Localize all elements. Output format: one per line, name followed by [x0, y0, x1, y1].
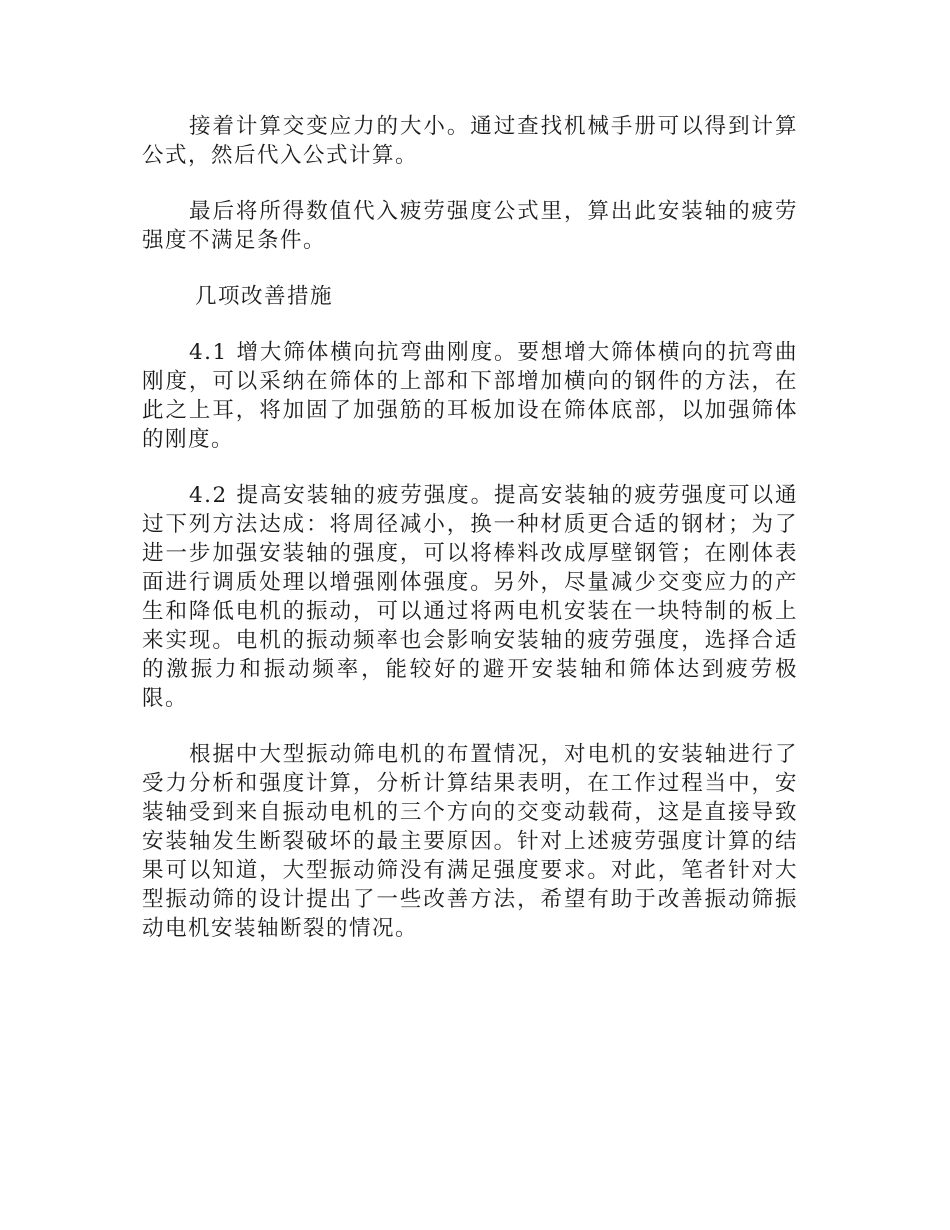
paragraph-measure-4-1: 4.1 增大筛体横向抗弯曲刚度。要想增大筛体横向的抗弯曲刚度，可以采纳在筛体的上部和下部增加横向的钢件的方法，在此之上耳，将加固了加强筋的耳板加设在筛体底部，以加强筛体的刚度。	[142, 340, 798, 452]
paragraph-conclusion: 根据中大型振动筛电机的布置情况，对电机的安装轴进行了受力分析和强度计算，分析计算结果表明，在工作过程当中，安装轴受到来自振动电机的三个方向的交变动载荷，这是直接导致安装轴发生断裂破坏的最主要原因。针对上述疲劳强度计算的结果可以知道，大型振动筛没有满足强度要求。对此，笔者针对大型振动筛的设计提出了一些改善方法，希望有助于改善振动筛振动电机安装轴断裂的情况。	[142, 742, 798, 941]
document-body	[142, 112, 798, 970]
paragraph-fatigue-result: 最后将所得数值代入疲劳强度公式里，算出此安装轴的疲劳强度不满足条件。	[142, 199, 798, 253]
section-heading: 几项改善措施	[195, 284, 334, 309]
paragraph-measure-4-2: 4.2 提高安装轴的疲劳强度。提高安装轴的疲劳强度可以通过下列方法达成：将周径减小，换一种材质更合适的钢材；为了进一步加强安装轴的强度，可以将棒料改成厚壁钢管；在刚体表面进行调质处理以增强刚体强度。另外，尽量减少交变应力的产生和降低电机的振动，可以通过将两电机安装在一块特制的板上来实现。电机的振动频率也会影响安装轴的疲劳强度，选择合适的激振力和振动频率，能较好的避开安装轴和筛体达到疲劳极限。	[142, 483, 798, 711]
paragraph-stress-calculation: 接着计算交变应力的大小。通过查找机械手册可以得到计算公式，然后代入公式计算。	[142, 114, 798, 168]
